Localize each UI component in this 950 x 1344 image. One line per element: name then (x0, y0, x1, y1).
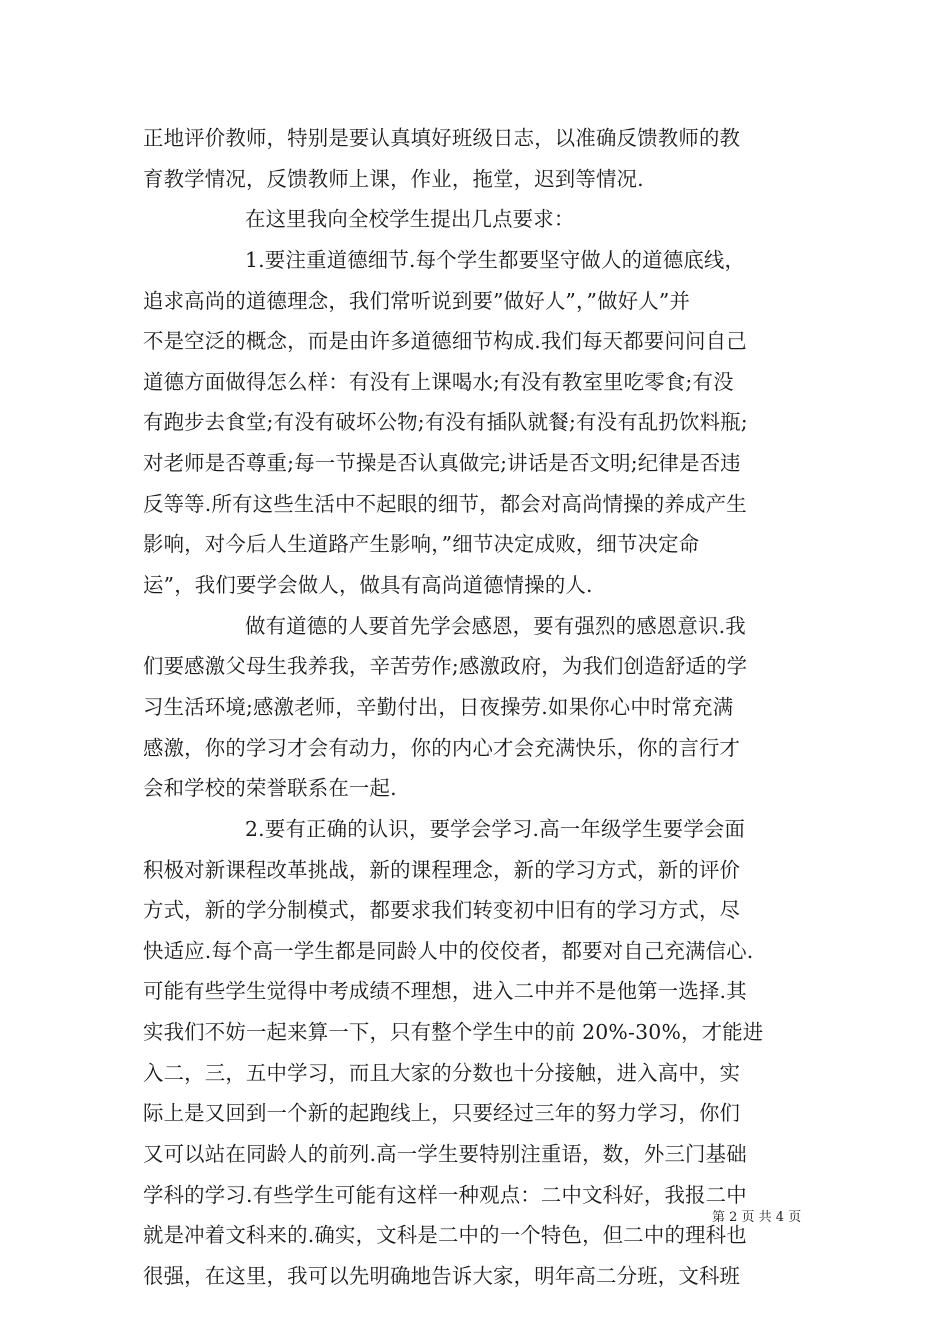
body-text (143, 118, 815, 1297)
text-line: 实我们不妨一起来算一下，只有整个学生中的前 20%-30%，才能进 (143, 1020, 764, 1045)
paragraph-start: 在这里我向全校学生提出几点要求： (245, 207, 575, 232)
text-line: 感激，你的学习才会有动力，你的内心才会充满快乐，你的言行才 (143, 735, 741, 760)
text-line: 追求高尚的道德理念，我们常听说到要”做好人”，”做好人”并 (143, 288, 691, 313)
text-line: 运”，我们要学会做人，做具有高尚道德情操的人. (143, 573, 593, 598)
text-line: 会和学校的荣誉联系在一起. (143, 776, 397, 801)
page-number-footer: 第 2 页 共 4 页 (712, 1210, 802, 1225)
text-line: 快适应.每个高一学生都是同龄人中的佼佼者，都要对自己充满信心. (143, 938, 754, 963)
text-line: 育教学情况，反馈教师上课，作业，拖堂，迟到等情况. (143, 166, 644, 191)
text-line: 方式，新的学分制模式，都要求我们转变初中旧有的学习方式，尽 (143, 898, 741, 923)
text-line: 对老师是否尊重;每一节操是否认真做完;讲话是否文明;纪律是否违 (143, 451, 741, 476)
text-line: 反等等.所有这些生活中不起眼的细节，都会对高尚情操的养成产生 (143, 491, 747, 516)
text-line: 正地评价教师，特别是要认真填好班级日志，以准确反馈教师的教 (143, 126, 741, 150)
text-line: 际上是又回到一个新的起跑线上，只要经过三年的努力学习，你们 (143, 1101, 741, 1126)
text-line: 影响，对今后人生道路产生影响，”细节决定成败，细节决定命 (143, 532, 700, 557)
text-line: 可能有些学生觉得中考成绩不理想，进入二中并不是他第一选择.其 (143, 979, 747, 1004)
text-line: 入二，三，五中学习，而且大家的分数也十分接触，进入高中，实 (143, 1060, 741, 1085)
text-line: 就是冲着文科来的.确实，文科是二中的一个特色，但二中的理科也 (143, 1223, 747, 1248)
text-line: 道德方面做得怎么样：有没有上课喝水;有没有教室里吃零食;有没 (143, 369, 734, 394)
paragraph-start: 做有道德的人要首先学会感恩，要有强烈的感恩意识.我 (245, 613, 746, 638)
text-line: 积极对新课程改革挑战，新的课程理念，新的学习方式，新的评价 (143, 857, 741, 882)
text-line: 不是空泛的概念，而是由许多道德细节构成.我们每天都要问问自己 (143, 329, 747, 354)
text-line: 习生活环境;感激老师，辛勤付出，日夜操劳.如果你心中时常充满 (143, 694, 734, 719)
text-line: 又可以站在同龄人的前列.高一学生要特别注重语，数，外三门基础 (143, 1142, 747, 1167)
text-line: 们要感激父母生我养我，辛苦劳作;感激政府，为我们创造舒适的学 (143, 654, 748, 679)
text-line: 很强，在这里，我可以先明确地告诉大家，明年高二分班，文科班 (143, 1263, 741, 1288)
paragraph-start: 2.要有正确的认识，要学会学习.高一年级学生要学会面 (245, 816, 746, 841)
paragraph-start: 1.要注重道德细节.每个学生都要坚守做人的道德底线， (245, 247, 746, 272)
text-line: 有跑步去食堂;有没有破坏公物;有没有插队就餐;有没有乱扔饮料瓶; (143, 410, 748, 435)
text-line: 学科的学习.有些学生可能有这样一种观点：二中文科好，我报二中 (143, 1182, 747, 1207)
